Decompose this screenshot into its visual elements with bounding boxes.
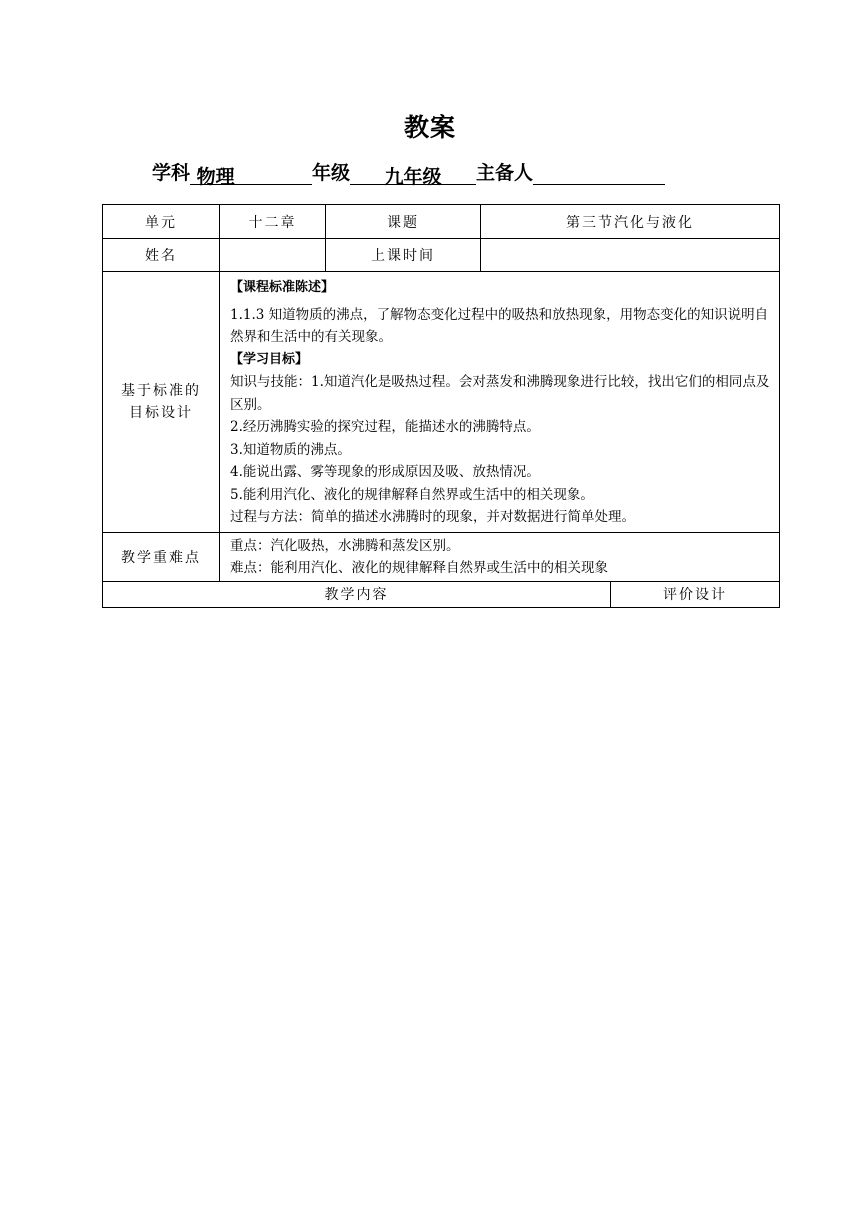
keypoints-label: 教学重难点 [103,532,220,581]
document-title: 教案 [403,113,456,142]
grade-value: 九年级 [384,166,442,188]
goal-item: 3.知道物质的沸点。 [230,441,351,458]
header-line [152,158,752,188]
subject-label: 学科 [152,162,191,184]
goal-item: 知识与技能：1.知道汽化是吸热过程。会对蒸发和沸腾现象进行比较，找出它们的相同点及区别。 [230,374,770,413]
time-value [481,239,780,272]
goal-item: 过程与方法：简单的描述水沸腾时的现象，并对数据进行简单处理。 [230,509,635,525]
name-label: 姓名 [103,239,220,272]
table-row [103,272,780,533]
design-label-line1: 基于标准的 [121,382,201,399]
goal-item: 5.能利用汽化、液化的规律解释自然界或生活中的相关现象。 [230,486,594,503]
grade-label: 年级 [312,162,351,184]
grade-field [350,162,476,188]
subject-field [190,162,312,188]
name-value [220,239,326,272]
goal-item: 4.能说出露、雾等现象的形成原因及吸、放热情况。 [230,464,540,480]
evaluation-label: 评价设计 [611,581,780,607]
keypoints-content [220,532,780,581]
standards-text: 1.1.3 知道物质的沸点，了解物态变化过程中的吸热和放热现象，用物态变化的知识说明自然界和生活中的有关现象。 [230,306,769,345]
design-content [220,272,780,533]
subject-value: 物理 [196,166,235,188]
table-row [103,239,780,272]
goals-heading: 【学习目标】 [230,351,309,367]
unit-label: 单元 [103,205,220,239]
unit-value: 十二章 [220,205,326,239]
time-label: 上课时间 [326,239,481,272]
difficulty-text: 难点：能利用汽化、液化的规律解释自然界或生活中的相关现象 [230,559,608,576]
design-label [103,272,220,533]
lesson-plan-table [102,204,780,608]
preparer-label: 主备人 [476,162,534,184]
topic-label: 课题 [326,205,481,239]
content-label: 教学内容 [103,581,611,607]
table-row [103,581,780,607]
table-row [103,532,780,581]
preparer-field [533,162,665,185]
goal-item: 2.经历沸腾实验的探究过程，能描述水的沸腾特点。 [230,419,540,435]
topic-value: 第三节汽化与液化 [481,205,780,239]
table-row [103,205,780,239]
keypoint-text: 重点：汽化吸热，水沸腾和蒸发区别。 [230,537,460,554]
design-label-line2: 目标设计 [129,404,193,421]
standards-heading: 【课程标准陈述】 [230,280,335,295]
